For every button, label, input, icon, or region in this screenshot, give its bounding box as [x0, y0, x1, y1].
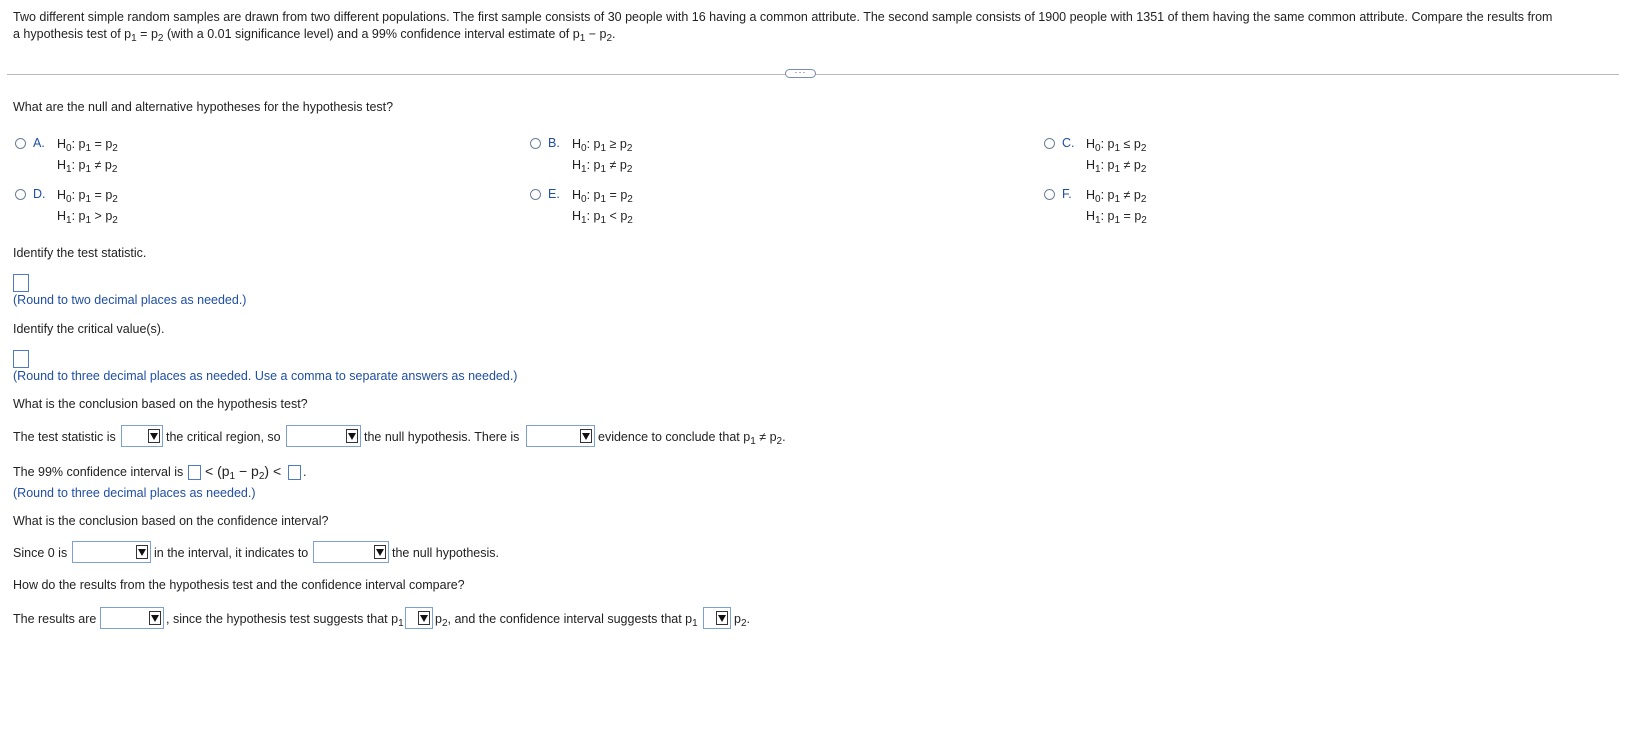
hypothesis-conclusion-question: What is the conclusion based on the hypothesis test?: [13, 397, 308, 411]
ci-conclusion-text-1: Since 0 is: [13, 546, 68, 560]
ci-expression: < $(p_1 - p_2)$ <: [205, 463, 282, 482]
chevron-down-icon: [136, 545, 148, 559]
test-statistic-input[interactable]: [13, 274, 29, 292]
ci-conclusion-text-2: in the interval, it indicates to: [154, 546, 309, 560]
ci-text-1: The 99% confidence interval is: [13, 465, 184, 479]
option-f-letter: F.: [1062, 187, 1072, 201]
option-e-letter: E.: [548, 187, 560, 201]
critical-value-input[interactable]: [13, 350, 29, 368]
more-button[interactable]: ···: [785, 69, 816, 78]
ci-upper-input[interactable]: [288, 465, 301, 480]
radio-option-e[interactable]: [530, 189, 541, 200]
hypothesis-conclusion-text-3: the null hypothesis. There is: [364, 430, 520, 444]
chevron-down-icon: [716, 611, 728, 625]
chevron-down-icon: [374, 545, 386, 559]
ci-conclusion-text-3: the null hypothesis.: [392, 546, 500, 560]
critical-value-note: (Round to three decimal places as needed. Use a comma to separate answers as needed.): [13, 369, 518, 383]
ci-note: (Round to three decimal places as needed.): [13, 486, 256, 500]
ci-relation-dropdown[interactable]: [703, 607, 731, 629]
ci-conclusion-question: What is the conclusion based on the confidence interval?: [13, 514, 329, 528]
test-relation-dropdown[interactable]: [405, 607, 433, 629]
chevron-down-icon: [580, 429, 592, 443]
option-d-letter: D.: [33, 187, 46, 201]
option-c-letter: C.: [1062, 136, 1075, 150]
reject-null-dropdown[interactable]: [286, 425, 361, 447]
compare-text-4: $p_2$.: [734, 612, 750, 629]
test-statistic-question: Identify the test statistic.: [13, 246, 147, 260]
chevron-down-icon: [148, 429, 160, 443]
compare-text-1: The results are: [13, 612, 97, 626]
ci-lower-input[interactable]: [188, 465, 201, 480]
radio-option-a[interactable]: [15, 138, 26, 149]
ci-period: .: [303, 465, 307, 479]
radio-option-c[interactable]: [1044, 138, 1055, 149]
ci-reject-dropdown[interactable]: [313, 541, 389, 563]
hypothesis-conclusion-text-1: The test statistic is: [13, 430, 116, 444]
results-dropdown[interactable]: [100, 607, 164, 629]
test-statistic-note: (Round to two decimal places as needed.): [13, 293, 247, 307]
problem-statement: Two different simple random samples are drawn from two different populations. The first sample consists of 30 people with 16 having a common attribute. The second sample consists of 1900 people with 1351 of them having the same common attribute. Compare the results from a hypothesis test of $p_1 = p_2$ (with a 0.01 significance level) and a 99% confidence interval estimate of $p_1 - p_2$.: [13, 10, 1553, 44]
problem-text: Two different simple random samples are drawn from two different populations. The first sample consists of 30 people with 16 having a common attribute. The second sample consists of 1900 people with 1351 of them having the same common attribute. Compare the results from: [13, 10, 1553, 24]
hypothesis-conclusion-text-4: evidence to conclude that $p_1 \ne p_2$.: [598, 430, 786, 447]
compare-text-3: $p_2$, and the confidence interval suggests that $p_1$: [435, 612, 698, 629]
hypothesis-conclusion-text-2: the critical region, so: [166, 430, 281, 444]
radio-option-d[interactable]: [15, 189, 26, 200]
radio-option-f[interactable]: [1044, 189, 1055, 200]
critical-value-question: Identify the critical value(s).: [13, 322, 165, 336]
radio-option-b[interactable]: [530, 138, 541, 149]
critical-region-dropdown[interactable]: [121, 425, 163, 447]
chevron-down-icon: [346, 429, 358, 443]
evidence-dropdown[interactable]: [526, 425, 595, 447]
chevron-down-icon: [418, 611, 430, 625]
compare-text-2: , since the hypothesis test suggests that $p_1$: [166, 612, 404, 629]
hypotheses-question: What are the null and alternative hypotheses for the hypothesis test?: [13, 100, 394, 114]
in-interval-dropdown[interactable]: [72, 541, 151, 563]
compare-question: How do the results from the hypothesis test and the confidence interval compare?: [13, 578, 465, 592]
option-a-letter: A.: [33, 136, 45, 150]
chevron-down-icon: [149, 611, 161, 625]
option-b-letter: B.: [548, 136, 560, 150]
